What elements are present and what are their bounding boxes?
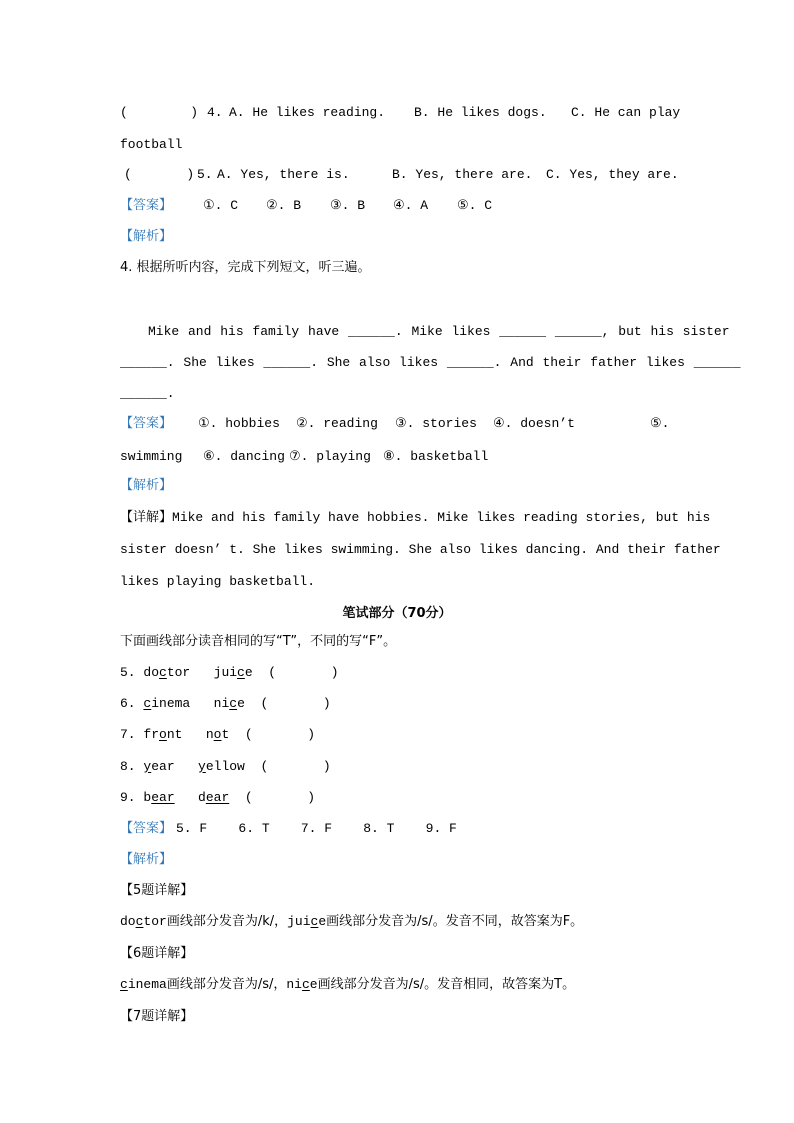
- option-c: C. Yes, they are.: [546, 167, 679, 182]
- answer-4: ④. A: [393, 198, 429, 213]
- item-number: 8.: [120, 758, 144, 774]
- word-2: dear: [198, 789, 230, 805]
- underlined-part: c: [135, 914, 144, 929]
- item-number: 7.: [120, 727, 144, 743]
- answer-5: ⑤.: [650, 416, 670, 431]
- option-b: B. He likes dogs.: [414, 105, 547, 120]
- option-c: C. He can play: [571, 105, 681, 120]
- word-1: cinema: [120, 977, 167, 992]
- underlined-part: c: [143, 696, 152, 712]
- section-title: 笔试部分（70分）: [342, 606, 452, 621]
- question-number: 4.: [207, 105, 223, 120]
- answer-5: ⑤. C: [457, 198, 493, 213]
- passage-line: Mike and his family have ______. Mike likes ______ ______, but his sister: [148, 324, 730, 339]
- phonics-item: [120, 665, 339, 681]
- phonics-item: [120, 727, 315, 743]
- phonics-item: [120, 759, 331, 775]
- underlined-part: c: [159, 665, 167, 680]
- answer-paren: ( ): [260, 696, 331, 712]
- answer-paren: ( ): [244, 727, 316, 743]
- answer-5-cont: swimming: [120, 449, 183, 464]
- q5-detail-label: 【5题详解】: [120, 883, 194, 898]
- answer-8: ⑧. basketball: [383, 449, 489, 464]
- underlined-part: c: [310, 914, 319, 929]
- answer-label: 【答案】: [120, 821, 173, 836]
- answer-3: ③. stories: [395, 416, 477, 431]
- detail-text: 画线部分发音为/k/，: [166, 914, 288, 929]
- word-1: front: [143, 727, 183, 743]
- answer-2: ②. reading: [296, 416, 378, 431]
- option-c-continued: football: [120, 137, 183, 152]
- item-number: 5.: [120, 665, 144, 680]
- underlined-part: o: [213, 727, 222, 743]
- phonics-item: [120, 696, 331, 712]
- answer-label: 【答案】: [120, 416, 173, 431]
- q5-detail: [120, 914, 583, 930]
- answer-1: ①. C: [203, 198, 239, 213]
- underlined-part: y: [198, 758, 206, 774]
- detail-line: [120, 510, 710, 526]
- q7-detail-label: 【7题详解】: [120, 1009, 194, 1024]
- word-1: cinema: [143, 696, 191, 712]
- phonics-item: [120, 790, 315, 806]
- word-1: bear: [143, 789, 175, 805]
- word-1: year: [143, 758, 175, 774]
- underlined-part: o: [159, 727, 167, 743]
- answer-6: ⑥. dancing: [203, 449, 285, 464]
- underlined-part: y: [143, 758, 152, 774]
- word-2: nice: [213, 696, 245, 712]
- word-2: juice: [213, 665, 253, 680]
- answer-paren: ( ): [124, 167, 195, 182]
- detail-text: 画线部分发音为/s/。发音相同，故答案为T。: [317, 977, 576, 992]
- word-2: nice: [286, 977, 318, 992]
- answer-paren: ( ): [244, 789, 316, 805]
- detail-label: 【详解】: [120, 510, 173, 525]
- answer-paren: ( ): [260, 758, 331, 774]
- section-instruction: 4. 根据所听内容，完成下列短文，听三遍。: [120, 260, 371, 275]
- analysis-label: 【解析】: [120, 229, 173, 244]
- passage-line: ______. She likes ______. She also likes ______. And their father likes ______: [120, 355, 741, 370]
- analysis-label: 【解析】: [120, 852, 173, 867]
- underlined-part: ear: [205, 789, 230, 805]
- item-number: 6.: [120, 696, 144, 712]
- answer-paren: ( ): [268, 665, 339, 680]
- option-a: A. Yes, there is.: [217, 167, 350, 182]
- option-b: B. Yes, there are.: [392, 167, 533, 182]
- answer-1: ①. hobbies: [198, 416, 280, 431]
- word-2: not: [205, 727, 230, 743]
- passage-line: ______.: [120, 386, 175, 401]
- detail-text: 画线部分发音为/s/。发音不同，故答案为F。: [326, 914, 584, 929]
- answer-paren: ( ): [120, 105, 199, 120]
- detail-text: 画线部分发音为/s/，: [166, 977, 287, 992]
- answer-4: ④. doesn’t: [493, 416, 575, 431]
- answer-2: ②. B: [266, 198, 302, 213]
- underlined-part: c: [229, 696, 238, 712]
- word-2: juice: [287, 914, 327, 929]
- word-1: doctor: [120, 914, 167, 929]
- underlined-part: ear: [151, 789, 175, 805]
- word-2: yellow: [198, 758, 245, 774]
- q6-detail: [120, 977, 575, 993]
- item-number: 9.: [120, 789, 144, 805]
- underlined-part: c: [301, 977, 310, 992]
- word-1: doctor: [143, 665, 191, 680]
- answer-label: 【答案】: [120, 198, 173, 213]
- phonics-instruction: 下面画线部分读音相同的写“T”，不同的写“F”。: [120, 634, 397, 649]
- detail-text: sister doesn’ t. She likes swimming. She also likes dancing. And their father: [120, 542, 721, 557]
- underlined-part: c: [237, 665, 245, 680]
- analysis-label: 【解析】: [120, 478, 173, 493]
- option-a: A. He likes reading.: [229, 105, 386, 120]
- underlined-part: c: [120, 977, 128, 992]
- question-number: 5.: [197, 167, 213, 182]
- answer-3: ③. B: [330, 198, 366, 213]
- detail-text: likes playing basketball.: [120, 574, 316, 589]
- answer-7: ⑦. playing: [289, 449, 371, 464]
- q6-detail-label: 【6题详解】: [120, 946, 194, 961]
- answers-phonics: 5. F 6. T 7. F 8. T 9. F: [176, 821, 457, 836]
- detail-text: Mike and his family have hobbies. Mike likes reading stories, but his: [172, 510, 711, 525]
